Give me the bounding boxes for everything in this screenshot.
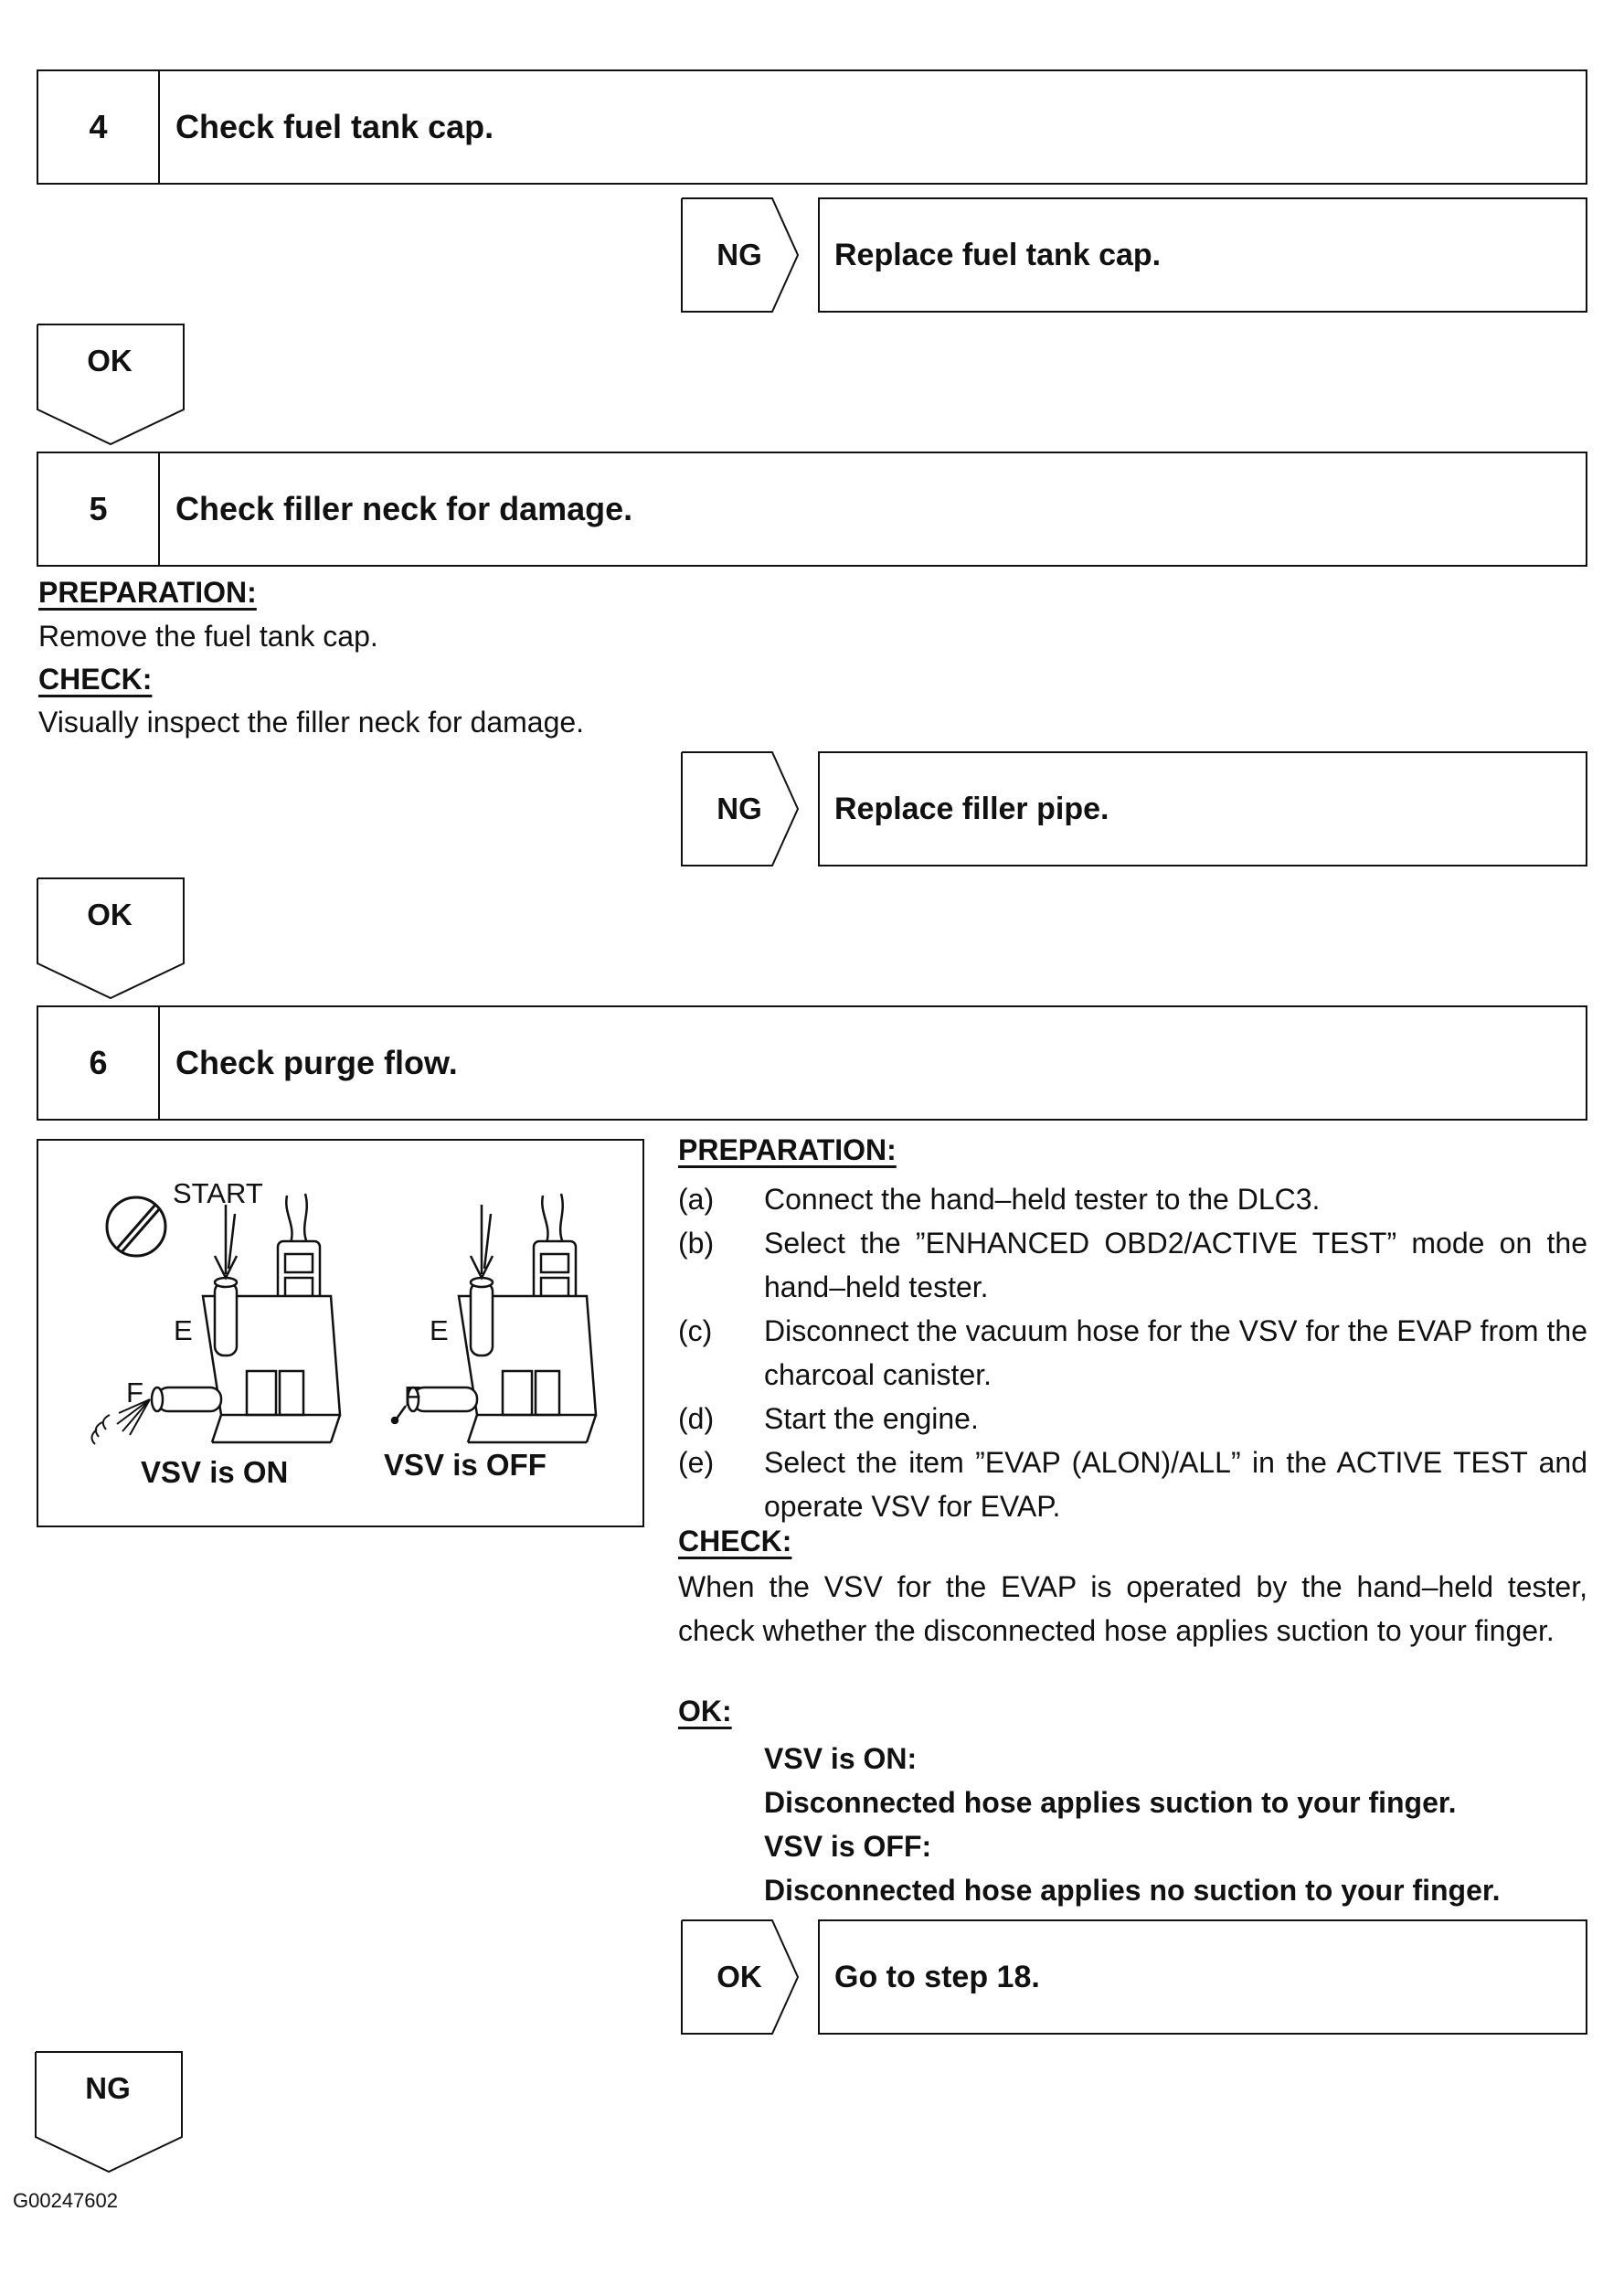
item-text: Select the item ”EVAP (ALON)/ALL” in the ACTIVE TEST and operate VSV for EVAP.: [764, 1446, 1587, 1523]
step-title: Check filler neck for damage.: [175, 490, 633, 527]
step-6-ng-flow: [35, 2051, 185, 2178]
air-spray-icon: [91, 1399, 150, 1444]
vsv-illustration: [38, 1141, 646, 1529]
preparation-heading: PREPARATION:: [38, 576, 257, 609]
step-number: 4: [38, 71, 160, 183]
port-f-label: F: [404, 1380, 421, 1412]
step-5-ok-flow: [37, 877, 186, 1005]
step-number: 6: [38, 1007, 160, 1119]
vsv-on-caption: VSV is ON: [141, 1455, 289, 1489]
preparation-list: [678, 1177, 1587, 1528]
item-text: Select the ”ENHANCED OBD2/ACTIVE TEST” mode on the hand–held tester.: [764, 1227, 1587, 1303]
ng-result: Replace filler pipe.: [818, 751, 1587, 866]
step-4-ok-flow: [37, 324, 186, 451]
list-item: [678, 1397, 1587, 1440]
item-text: Start the engine.: [764, 1402, 979, 1435]
step-4-header: [37, 69, 1587, 185]
item-text: Connect the hand–held tester to the DLC3.: [764, 1183, 1321, 1216]
port-e-label: E: [430, 1314, 449, 1346]
ng-label: NG: [716, 792, 762, 825]
vsv-off-caption: VSV is OFF: [384, 1448, 547, 1482]
ok-label: OK: [87, 898, 133, 931]
ok-result: Go to step 18.: [818, 1919, 1587, 2035]
list-item: [678, 1440, 1587, 1528]
start-symbol-icon: [107, 1197, 165, 1256]
check-text: When the VSV for the EVAP is operated by the hand–held tester, check whether the disconnected hose applies suction to your finger.: [678, 1570, 1587, 1647]
start-label: START: [173, 1177, 263, 1209]
item-marker: (b): [678, 1227, 715, 1260]
item-marker: (e): [678, 1446, 715, 1479]
ok-heading: OK:: [678, 1695, 732, 1728]
check-heading: CHECK:: [678, 1525, 792, 1557]
ok-spec-line: Disconnected hose applies suction to your finger.: [764, 1786, 1457, 1819]
list-item: [678, 1177, 1587, 1221]
ok-spec-line: VSV is OFF:: [764, 1830, 932, 1863]
ng-down-arrow-shape: [35, 2051, 185, 2174]
ng-label: NG: [85, 2071, 131, 2105]
check-text: Visually inspect the filler neck for damage.: [38, 706, 585, 739]
figure-code: G00247602: [13, 2189, 118, 2212]
preparation-text: Remove the fuel tank cap.: [38, 620, 378, 653]
ok-down-arrow-shape: [37, 324, 186, 446]
ok-down-arrow-shape: [37, 877, 186, 1000]
ng-label: NG: [716, 238, 762, 271]
list-item: [678, 1221, 1587, 1309]
step-title: Check purge flow.: [175, 1044, 458, 1081]
airflow-arrow-icon: [471, 1205, 493, 1278]
step-title: Check fuel tank cap.: [175, 108, 494, 145]
vsv-figure: [37, 1139, 644, 1527]
port-f-label: F: [126, 1377, 143, 1409]
list-item: [678, 1309, 1587, 1397]
ng-result: Replace fuel tank cap.: [818, 197, 1587, 313]
ok-label: OK: [87, 344, 133, 377]
step-number: 5: [38, 453, 160, 565]
airflow-arrow-icon: [215, 1205, 237, 1278]
item-text: Disconnect the vacuum hose for the VSV for the EVAP from the charcoal canister.: [764, 1314, 1587, 1391]
preparation-heading: PREPARATION:: [678, 1133, 897, 1166]
ok-spec-line: Disconnected hose applies no suction to your finger.: [764, 1874, 1501, 1907]
item-marker: (d): [678, 1402, 715, 1435]
item-marker: (a): [678, 1183, 715, 1216]
item-marker: (c): [678, 1314, 713, 1347]
port-e-label: E: [174, 1314, 193, 1346]
step-6-header: [37, 1005, 1587, 1121]
check-heading: CHECK:: [38, 663, 153, 696]
ok-spec-line: VSV is ON:: [764, 1742, 918, 1775]
ok-label: OK: [716, 1960, 762, 1993]
step-5-header: [37, 452, 1587, 567]
